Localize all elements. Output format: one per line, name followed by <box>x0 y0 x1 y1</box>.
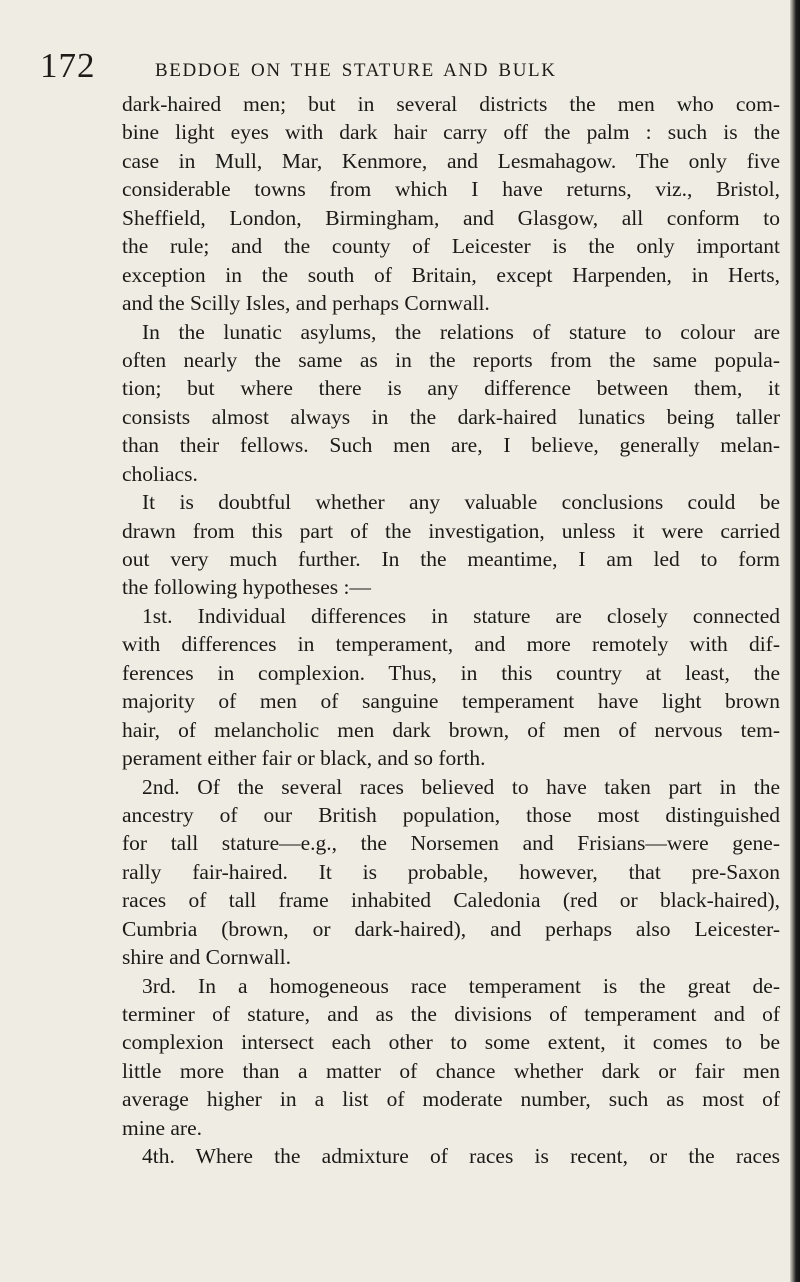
text-line: majority of men of sanguine temperament have light brown <box>122 689 780 714</box>
text-line: mine are. <box>122 1115 202 1140</box>
text-line: terminer of stature, and as the divisions of temperament and of <box>122 1002 780 1026</box>
text-line: Cumbria (brown, or dark-haired), and perhaps also Leicester- <box>122 916 780 941</box>
text-line: Sheffield, London, Birmingham, and Glasgow, all conform to <box>122 205 780 230</box>
text-line: tion; but where there is any difference between them, it <box>122 376 780 401</box>
text-line: races of tall frame inhabited Caledonia (red or black-haired), <box>122 888 780 913</box>
text-line: and the Scilly Isles, and perhaps Cornwall. <box>122 291 490 316</box>
text-line: complexion intersect each other to some extent, it comes to be <box>122 1030 780 1055</box>
text-line: 3rd. In a homogeneous race temperament is the great de- <box>142 973 780 998</box>
text-line: 2nd. Of the several races believed to have taken part in the <box>142 774 780 799</box>
text-line: with differences in temperament, and more remotely with dif- <box>122 632 780 657</box>
text-line: average higher in a list of moderate number, such as most of <box>122 1087 780 1112</box>
page-number: 172 <box>40 46 96 85</box>
text-line: ancestry of our British population, those most distinguished <box>122 802 780 827</box>
text-line: rally fair-haired. It is probable, however, that pre-Saxon <box>122 859 780 884</box>
text-line: 4th. Where the admixture of races is recent, or the races <box>142 1144 780 1169</box>
text-line: the rule; and the county of Leicester is the only important <box>122 234 780 259</box>
text-line: than their fellows. Such men are, I believe, generally melan- <box>122 433 780 458</box>
text-line: consists almost always in the dark-haired lunatics being taller <box>122 404 780 429</box>
text-line: considerable towns from which I have returns, viz., Bristol, <box>122 177 780 202</box>
text-line: drawn from this part of the investigation, unless it were carried <box>122 518 780 543</box>
text-line: little more than a matter of chance whether dark or fair men <box>122 1058 780 1083</box>
page-edge-shadow <box>790 0 800 1282</box>
page-header <box>0 46 800 86</box>
text-line: for tall stature—e.g., the Norsemen and Frisians—were gene- <box>122 831 780 856</box>
text-line: 1st. Individual differences in stature are closely connected <box>142 603 780 628</box>
text-line: shire and Cornwall. <box>122 945 291 970</box>
running-title: BEDDOE ON THE STATURE AND BULK <box>155 60 557 81</box>
text-line: often nearly the same as in the reports from the same popula- <box>122 347 780 372</box>
text-line: perament either fair or black, and so forth. <box>122 746 486 771</box>
text-line: ferences in complexion. Thus, in this country at least, the <box>122 660 780 685</box>
body-text <box>122 90 780 1171</box>
text-line: choliacs. <box>122 461 198 486</box>
text-line: In the lunatic asylums, the relations of stature to colour are <box>142 319 780 344</box>
text-line: It is doubtful whether any valuable conclusions could be <box>142 490 780 515</box>
text-line: bine light eyes with dark hair carry off the palm : such is the <box>122 120 780 145</box>
text-line: the following hypotheses :— <box>122 575 372 600</box>
text-line: dark-haired men; but in several districts the men who com- <box>122 92 780 116</box>
text-line: exception in the south of Britain, except Harpenden, in Herts, <box>122 262 780 287</box>
text-line: hair, of melancholic men dark brown, of men of nervous tem- <box>122 717 780 742</box>
text-line: case in Mull, Mar, Kenmore, and Lesmahagow. The only five <box>122 148 780 173</box>
text-line: out very much further. In the meantime, I am led to form <box>122 547 780 571</box>
